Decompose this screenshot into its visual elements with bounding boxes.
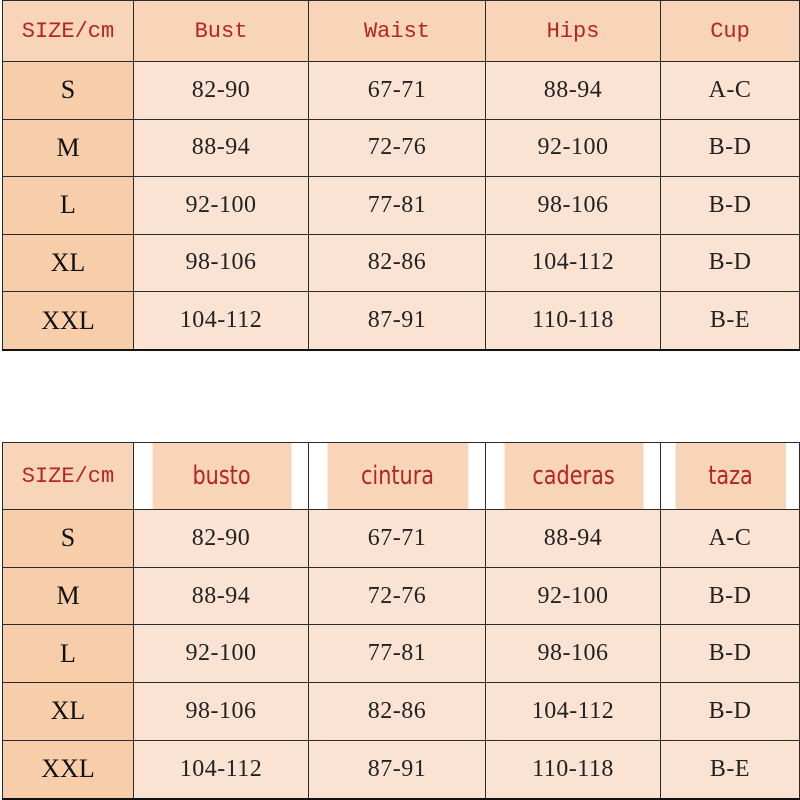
waist-cell: 77-81 (309, 177, 486, 235)
cup-cell: B-D (661, 625, 800, 683)
size-chart-english (2, 0, 800, 351)
bust-cell: 104-112 (134, 740, 309, 799)
table-row (3, 625, 800, 683)
waist-cell: 87-91 (309, 292, 486, 351)
table-row (3, 567, 800, 625)
hips-cell: 104-112 (486, 234, 661, 292)
size-cell: L (3, 625, 134, 683)
table-row (3, 683, 800, 741)
hips-cell: 92-100 (486, 119, 661, 177)
header-waist: Waist (309, 1, 486, 62)
hips-cell: 98-106 (486, 177, 661, 235)
waist-cell: 67-71 (309, 510, 486, 568)
header-cintura: cintura (326, 443, 468, 510)
bust-cell: 82-90 (134, 62, 309, 120)
header-hips: Hips (486, 1, 661, 62)
size-cell: S (3, 62, 134, 120)
hips-cell: 104-112 (486, 683, 661, 741)
waist-cell: 82-86 (309, 234, 486, 292)
header-row (3, 443, 800, 510)
cup-cell: A-C (661, 510, 800, 568)
waist-cell: 77-81 (309, 625, 486, 683)
header-cup: Cup (661, 1, 800, 62)
cup-cell: B-E (661, 292, 800, 351)
hips-cell: 88-94 (486, 62, 661, 120)
bust-cell: 92-100 (134, 625, 309, 683)
header-size: SIZE/cm (3, 1, 134, 62)
size-cell: XXL (3, 292, 134, 351)
bust-cell: 88-94 (134, 119, 309, 177)
table-row (3, 119, 800, 177)
header-size: SIZE/cm (3, 443, 134, 510)
hips-cell: 110-118 (486, 740, 661, 799)
hips-cell: 98-106 (486, 625, 661, 683)
bust-cell: 98-106 (134, 234, 309, 292)
cup-cell: B-D (661, 567, 800, 625)
cup-cell: B-D (661, 683, 800, 741)
bust-cell: 92-100 (134, 177, 309, 235)
table-row (3, 740, 800, 799)
bust-cell: 104-112 (134, 292, 309, 351)
waist-cell: 67-71 (309, 62, 486, 120)
bust-cell: 98-106 (134, 683, 309, 741)
waist-cell: 72-76 (309, 119, 486, 177)
cup-cell: B-E (661, 740, 800, 799)
header-row (3, 1, 800, 62)
bust-cell: 82-90 (134, 510, 309, 568)
header-taza: taza (674, 443, 785, 510)
size-cell: XXL (3, 740, 134, 799)
size-cell: S (3, 510, 134, 568)
table-row (3, 510, 800, 568)
bust-cell: 88-94 (134, 567, 309, 625)
size-cell: M (3, 119, 134, 177)
size-chart-spanish (2, 442, 800, 800)
header-busto: busto (151, 443, 291, 510)
waist-cell: 87-91 (309, 740, 486, 799)
hips-cell: 88-94 (486, 510, 661, 568)
size-cell: L (3, 177, 134, 235)
cup-cell: B-D (661, 177, 800, 235)
header-caderas: caderas (503, 443, 643, 510)
table-row (3, 234, 800, 292)
table-row (3, 62, 800, 120)
header-bust: Bust (134, 1, 309, 62)
size-cell: M (3, 567, 134, 625)
size-cell: XL (3, 683, 134, 741)
cup-cell: B-D (661, 119, 800, 177)
hips-cell: 92-100 (486, 567, 661, 625)
table-row (3, 177, 800, 235)
hips-cell: 110-118 (486, 292, 661, 351)
table-row (3, 292, 800, 351)
cup-cell: A-C (661, 62, 800, 120)
size-cell: XL (3, 234, 134, 292)
waist-cell: 72-76 (309, 567, 486, 625)
waist-cell: 82-86 (309, 683, 486, 741)
cup-cell: B-D (661, 234, 800, 292)
